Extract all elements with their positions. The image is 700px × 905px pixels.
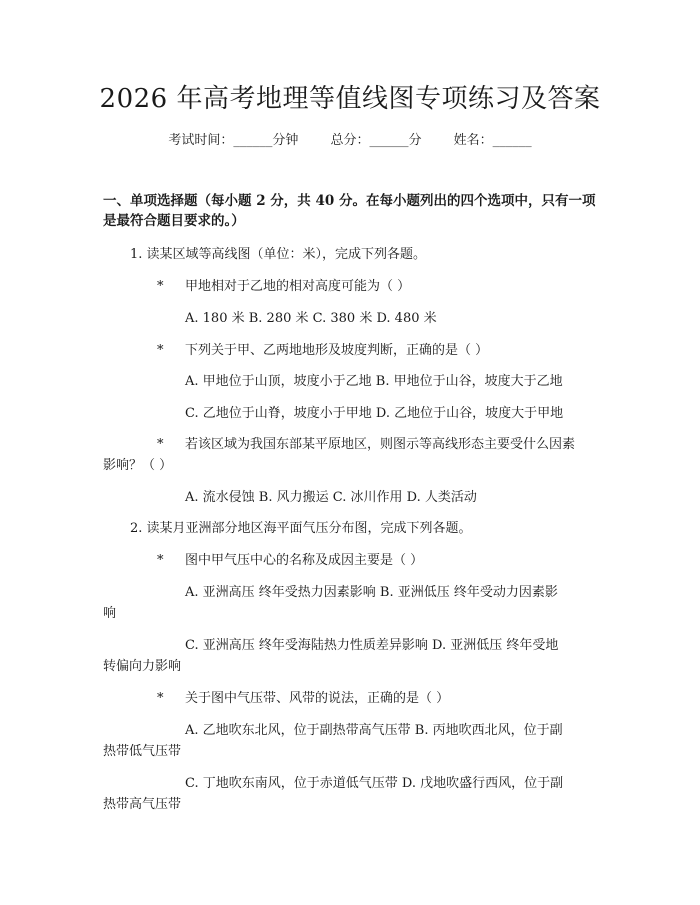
bullet-icon: * (157, 553, 164, 568)
q1-sub2-prompt: 下列关于甲、乙两地地形及坡度判断，正确的是（ ） (185, 343, 489, 358)
q2-sub2-options-cd-line-1: C. 丁地吹东南风，位于赤道低气压带 D. 戊地吹盛行西风，位于副 (185, 776, 564, 791)
section-heading-line-2: 是最符合题目要求的。） (103, 213, 245, 229)
exam-time: 考试时间：______分钟 (168, 133, 299, 148)
q1-sub1-options: A. 180 米 B. 280 米 C. 380 米 D. 480 米 (185, 311, 437, 326)
q1-sub3-prompt-line-2: 影响？（ ） (103, 458, 173, 473)
q2-sub2-options-ab-line-2: 热带低气压带 (103, 744, 182, 759)
q1-sub1-prompt: 甲地相对于乙地的相对高度可能为（ ） (185, 279, 411, 294)
q2-sub1-options-cd-line-2: 转偏向力影响 (103, 659, 182, 674)
student-name: 姓名：______ (453, 133, 532, 148)
bullet-icon: * (157, 343, 164, 358)
q2-sub1-prompt: 图中甲气压中心的名称及成因主要是（ ） (185, 553, 424, 568)
bullet-icon: * (157, 279, 164, 294)
q2-sub1-options-ab-line-1: A. 亚洲高压 终年受热力因素影响 B. 亚洲低压 终年受动力因素影 (185, 585, 558, 600)
q2-sub2-options-ab-line-1: A. 乙地吹东北风，位于副热带高气压带 B. 丙地吹西北风，位于副 (185, 723, 563, 738)
question-1-stem: 1. 读某区域等高线图（单位：米），完成下列各题。 (130, 247, 427, 262)
exam-info-line (0, 131, 700, 151)
page-title: 2026 年高考地理等值线图专项练习及答案 (99, 84, 601, 114)
question-2-stem: 2. 读某月亚洲部分地区海平面气压分布图，完成下列各题。 (130, 521, 472, 536)
q1-sub3-prompt-line-1: 若该区域为我国东部某平原地区，则图示等高线形态主要受什么因素 (185, 437, 576, 452)
q2-sub2-options-cd-line-2: 热带高气压带 (103, 797, 182, 812)
q2-sub1-options-cd-line-1: C. 亚洲高压 终年受海陆热力性质差异影响 D. 亚洲低压 终年受地 (185, 638, 559, 653)
total-score: 总分：______分 (330, 133, 422, 148)
q1-sub2-options-cd: C. 乙地位于山脊，坡度小于甲地 D. 乙地位于山谷，坡度大于甲地 (185, 406, 564, 421)
q2-sub2-prompt: 关于图中气压带、风带的说法，正确的是（ ） (185, 691, 450, 706)
bullet-icon: * (157, 691, 164, 706)
q2-sub1-options-ab-line-2: 响 (103, 606, 117, 621)
q1-sub2-options-ab: A. 甲地位于山顶，坡度小于乙地 B. 甲地位于山谷，坡度大于乙地 (185, 374, 563, 389)
section-heading-line-1: 一、单项选择题（每小题 2 分，共 40 分。在每小题列出的四个选项中，只有一项 (103, 193, 596, 209)
q1-sub3-options: A. 流水侵蚀 B. 风力搬运 C. 冰川作用 D. 人类活动 (185, 490, 477, 505)
bullet-icon: * (157, 437, 164, 452)
